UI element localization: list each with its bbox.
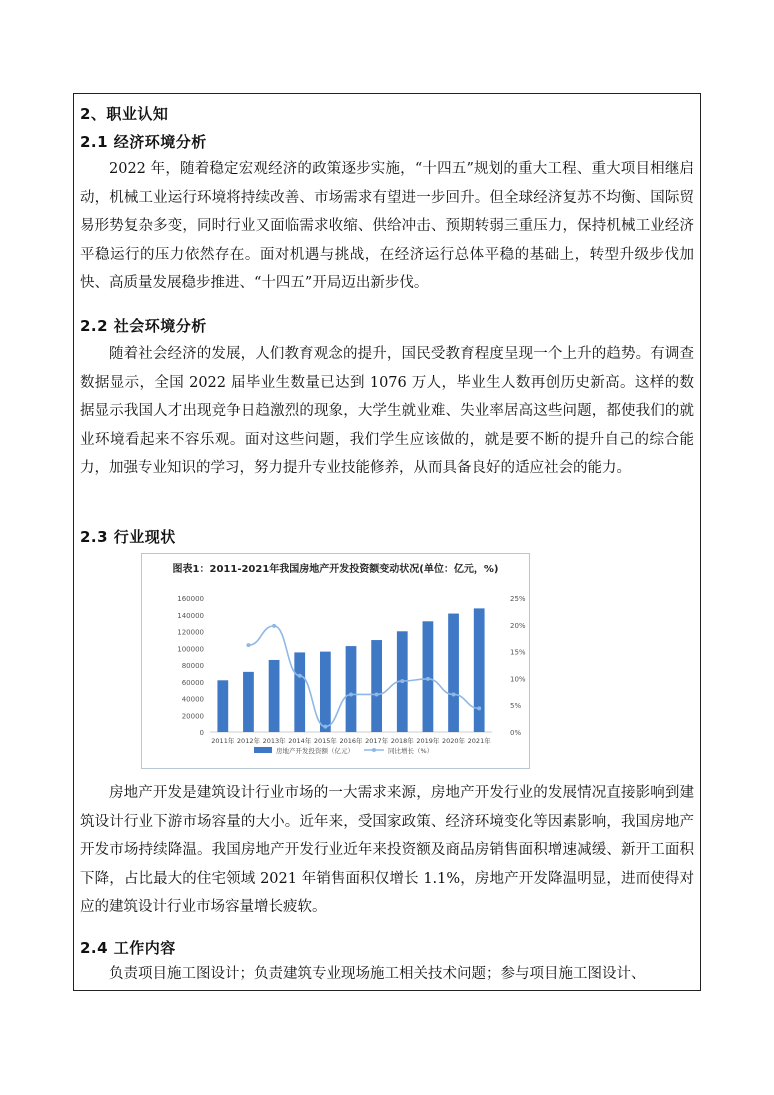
- growth-point: [375, 692, 379, 696]
- investment-chart: [141, 553, 530, 769]
- heading-industry-status: 2.3 行业现状: [80, 528, 176, 546]
- legend-line-marker: [372, 748, 376, 752]
- bar: [423, 621, 434, 732]
- y-left-tick-label: 40000: [181, 695, 204, 704]
- paragraph-work-content: 负责项目施工图设计；负责建筑专业现场施工相关技术问题；参与项目施工图设计、: [109, 966, 646, 982]
- bar: [269, 660, 280, 732]
- x-tick-label: 2018年: [390, 737, 414, 745]
- x-tick-label: 2019年: [416, 737, 440, 745]
- chart-svg: [142, 554, 529, 768]
- bar: [294, 652, 305, 732]
- bar: [243, 672, 254, 732]
- x-tick-label: 2015年: [313, 737, 337, 745]
- x-tick-label: 2021年: [467, 737, 491, 745]
- growth-line: [248, 626, 479, 727]
- growth-point: [323, 725, 327, 729]
- x-tick-label: 2012年: [236, 737, 260, 745]
- y-right-tick-label: 10%: [510, 675, 526, 684]
- bar: [320, 652, 331, 732]
- y-left-tick-label: 60000: [181, 678, 204, 687]
- growth-point: [452, 692, 456, 696]
- y-right-tick-label: 0%: [510, 729, 522, 737]
- y-left-tick-label: 120000: [177, 628, 204, 637]
- x-tick-label: 2016年: [339, 737, 363, 745]
- heading-career-cognition: 2、职业认知: [80, 105, 169, 123]
- y-right-tick-label: 15%: [510, 648, 526, 657]
- growth-point: [246, 643, 250, 647]
- legend-bar-label: 房地产开发投资额（亿元）: [276, 747, 354, 755]
- y-left-tick-label: 20000: [181, 712, 204, 721]
- y-right-tick-label: 20%: [510, 621, 526, 630]
- legend-line-label: 同比增长（%）: [388, 747, 434, 755]
- growth-point: [477, 706, 481, 710]
- x-tick-label: 2020年: [442, 737, 466, 745]
- bar: [346, 646, 357, 732]
- y-left-tick-label: 140000: [177, 611, 204, 620]
- growth-point: [272, 624, 276, 628]
- paragraph-social-environment: 随着社会经济的发展，人们教育观念的提升，国民受教育程度呈现一个上升的趋势。有调查数据显示，全国 2022 届毕业生数量已达到 1076 万人，毕业生人数再创历史新高。这样的数据显示我国人才出现竞争日趋激烈的现象，大学生就业难、失业率居高这些问题，都使我们的就业环境看起来不容乐观。面对这些问题，我们学生应该做的，就是要不断的提升自己的综合能力，加强专业知识的学习，努力提升专业技能修养，从而具备良好的适应社会的能力。: [80, 346, 694, 476]
- bar: [474, 608, 485, 732]
- y-right-tick-label: 5%: [510, 702, 522, 711]
- y-left-tick-label: 100000: [177, 645, 204, 654]
- heading-work-content: 2.4 工作内容: [80, 939, 176, 957]
- x-tick-label: 2013年: [262, 737, 286, 745]
- growth-point: [298, 674, 302, 678]
- growth-point: [426, 677, 430, 681]
- x-tick-label: 2011年: [211, 737, 235, 745]
- paragraph-industry-status: 房地产开发是建筑设计行业市场的一大需求来源，房地产开发行业的发展情况直接影响到建筑设计行业下游市场容量的大小。近年来，受国家政策、经济环境变化等因素影响，我国房地产开发市场持续降温。我国房地产开发行业近年来投资额及商品房销售面积增速减缓、新开工面积下降，占比最大的住宅领域 2021 年销售面积仅增长 1.1%，房地产开发降温明显，进而使得对应的建筑设计行业市场容量增长疲软。: [80, 785, 694, 915]
- growth-point: [349, 692, 353, 696]
- heading-economic-environment: 2.1 经济环境分析: [80, 133, 207, 151]
- y-left-tick-label: 80000: [181, 662, 204, 670]
- y-left-tick-label: 160000: [177, 595, 204, 603]
- paragraph-economic-environment: 2022 年，随着稳定宏观经济的政策逐步实施，“十四五”规划的重大工程、重大项目相继启动，机械工业运行环境将持续改善、市场需求有望进一步回升。但全球经济复苏不均衡、国际贸易形势复杂多变，同时行业又面临需求收缩、供给冲击、预期转弱三重压力，保持机械工业经济平稳运行的压力依然存在。面对机遇与挑战，在经济运行总体平稳的基础上，转型升级步伐加快、高质量发展稳步推进、“十四五”开局迈出新步伐。: [80, 161, 694, 291]
- y-left-tick-label: 0: [199, 729, 204, 737]
- heading-social-environment: 2.2 社会环境分析: [80, 317, 207, 335]
- legend-bar-swatch: [254, 747, 272, 753]
- x-tick-label: 2017年: [365, 737, 389, 745]
- bar: [371, 640, 382, 732]
- y-right-tick-label: 25%: [510, 595, 526, 603]
- bar: [217, 680, 228, 732]
- growth-point: [400, 679, 404, 683]
- x-tick-label: 2014年: [288, 737, 312, 745]
- chart-title: 图表1：2011-2021年我国房地产开发投资额变动状况(单位：亿元，%): [172, 564, 499, 575]
- bar: [448, 614, 459, 732]
